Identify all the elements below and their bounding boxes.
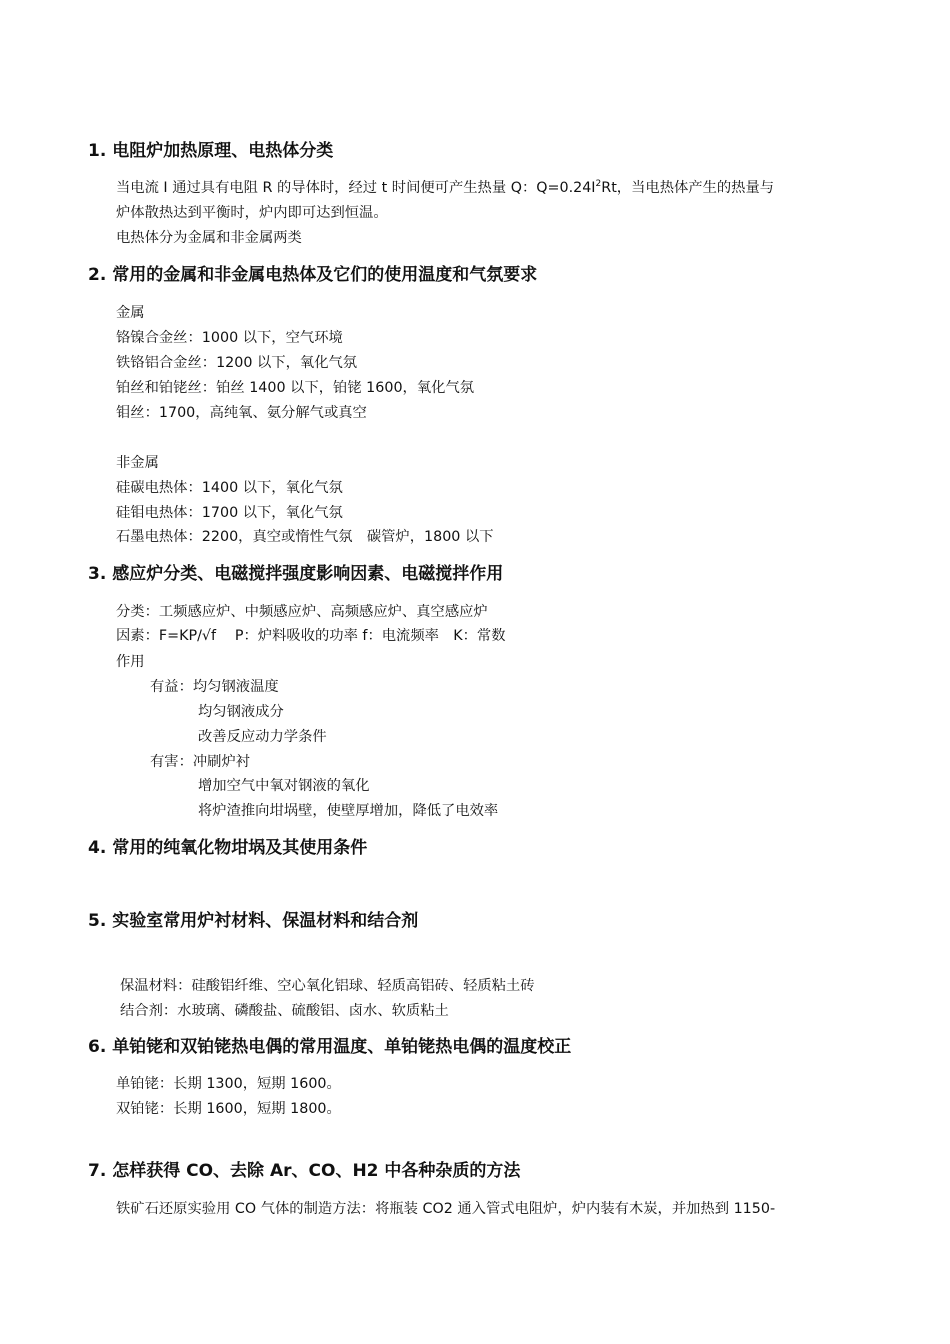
section-7-line-1: 铁矿石还原实验用 CO 气体的制造方法：将瓶装 CO2 通入管式电阻炉，炉内装有木炭，并加热到 1150- [116,1201,776,1217]
section-7-heading: 7. 怎样获得 CO、去除 Ar、CO、H2 中各种杂质的方法 [88,1161,521,1181]
section-2-line-2: 铬镍合金丝：1000 以下，空气环境 [116,330,343,346]
superscript: 2 [595,179,602,190]
section-1-line-3: 电热体分为金属和非金属两类 [116,230,302,246]
section-2-line-9: 石墨电热体：2200，真空或惰性气氛 碳管炉，1800 以下 [116,529,494,545]
section-6-heading: 6. 单铂铑和双铂铑热电偶的常用温度、单铂铑热电偶的温度校正 [88,1037,572,1057]
section-3-line-5: 均匀钢液成分 [198,704,284,720]
section-3-line-7: 有害：冲刷炉衬 [150,754,251,770]
section-3-line-2: 因素：F=KP/√f P：炉料吸收的功率 f：电流频率 K：常数 [116,628,506,644]
section-2-line-6: 非金属 [116,455,159,471]
section-3-line-3: 作用 [116,654,145,670]
section-6-line-2: 双铂铑：长期 1600，短期 1800。 [116,1101,341,1117]
section-3-line-8: 增加空气中氧对钢液的氧化 [198,778,370,794]
section-3-line-4: 有益：均匀钢液温度 [150,679,279,695]
section-2-line-7: 硅碳电热体：1400 以下，氧化气氛 [116,480,343,496]
section-3-line-9: 将炉渣推向坩埚壁，使壁厚增加，降低了电效率 [198,803,499,819]
section-2-line-4: 铂丝和铂铑丝：铂丝 1400 以下，铂铑 1600，氧化气氛 [116,380,475,396]
section-2-line-3: 铁铬铝合金丝：1200 以下，氧化气氛 [116,355,358,371]
section-4-heading: 4. 常用的纯氧化物坩埚及其使用条件 [88,838,368,858]
section-2-line-8: 硅钼电热体：1700 以下，氧化气氛 [116,505,343,521]
section-3-line-6: 改善反应动力学条件 [198,729,327,745]
section-1-line-2: 炉体散热达到平衡时，炉内即可达到恒温。 [116,205,388,221]
section-6-line-1: 单铂铑：长期 1300，短期 1600。 [116,1076,341,1092]
section-5-heading: 5. 实验室常用炉衬材料、保温材料和结合剂 [88,911,419,931]
section-1-line-1 [116,178,774,198]
section-5-line-1: 保温材料：硅酸铝纤维、空心氧化铝球、轻质高铝砖、轻质粘土砖 [120,978,535,994]
text-part: 当电流 I 通过具有电阻 R 的导体时，经过 t 时间便可产生热量 Q：Q=0.24I [116,180,596,196]
section-2-line-5: 钼丝：1700，高纯氧、氨分解气或真空 [116,405,367,421]
text-part: Rt，当电热体产生的热量与 [601,180,775,196]
section-3-heading: 3. 感应炉分类、电磁搅拌强度影响因素、电磁搅拌作用 [88,564,504,584]
section-3-line-1: 分类：工频感应炉、中频感应炉、高频感应炉、真空感应炉 [116,604,488,620]
section-2-heading: 2. 常用的金属和非金属电热体及它们的使用温度和气氛要求 [88,265,538,285]
section-1-heading: 1. 电阻炉加热原理、电热体分类 [88,141,334,161]
section-5-line-2: 结合剂：水玻璃、磷酸盐、硫酸铝、卤水、软质粘土 [120,1003,449,1019]
section-2-line-1: 金属 [116,305,145,321]
